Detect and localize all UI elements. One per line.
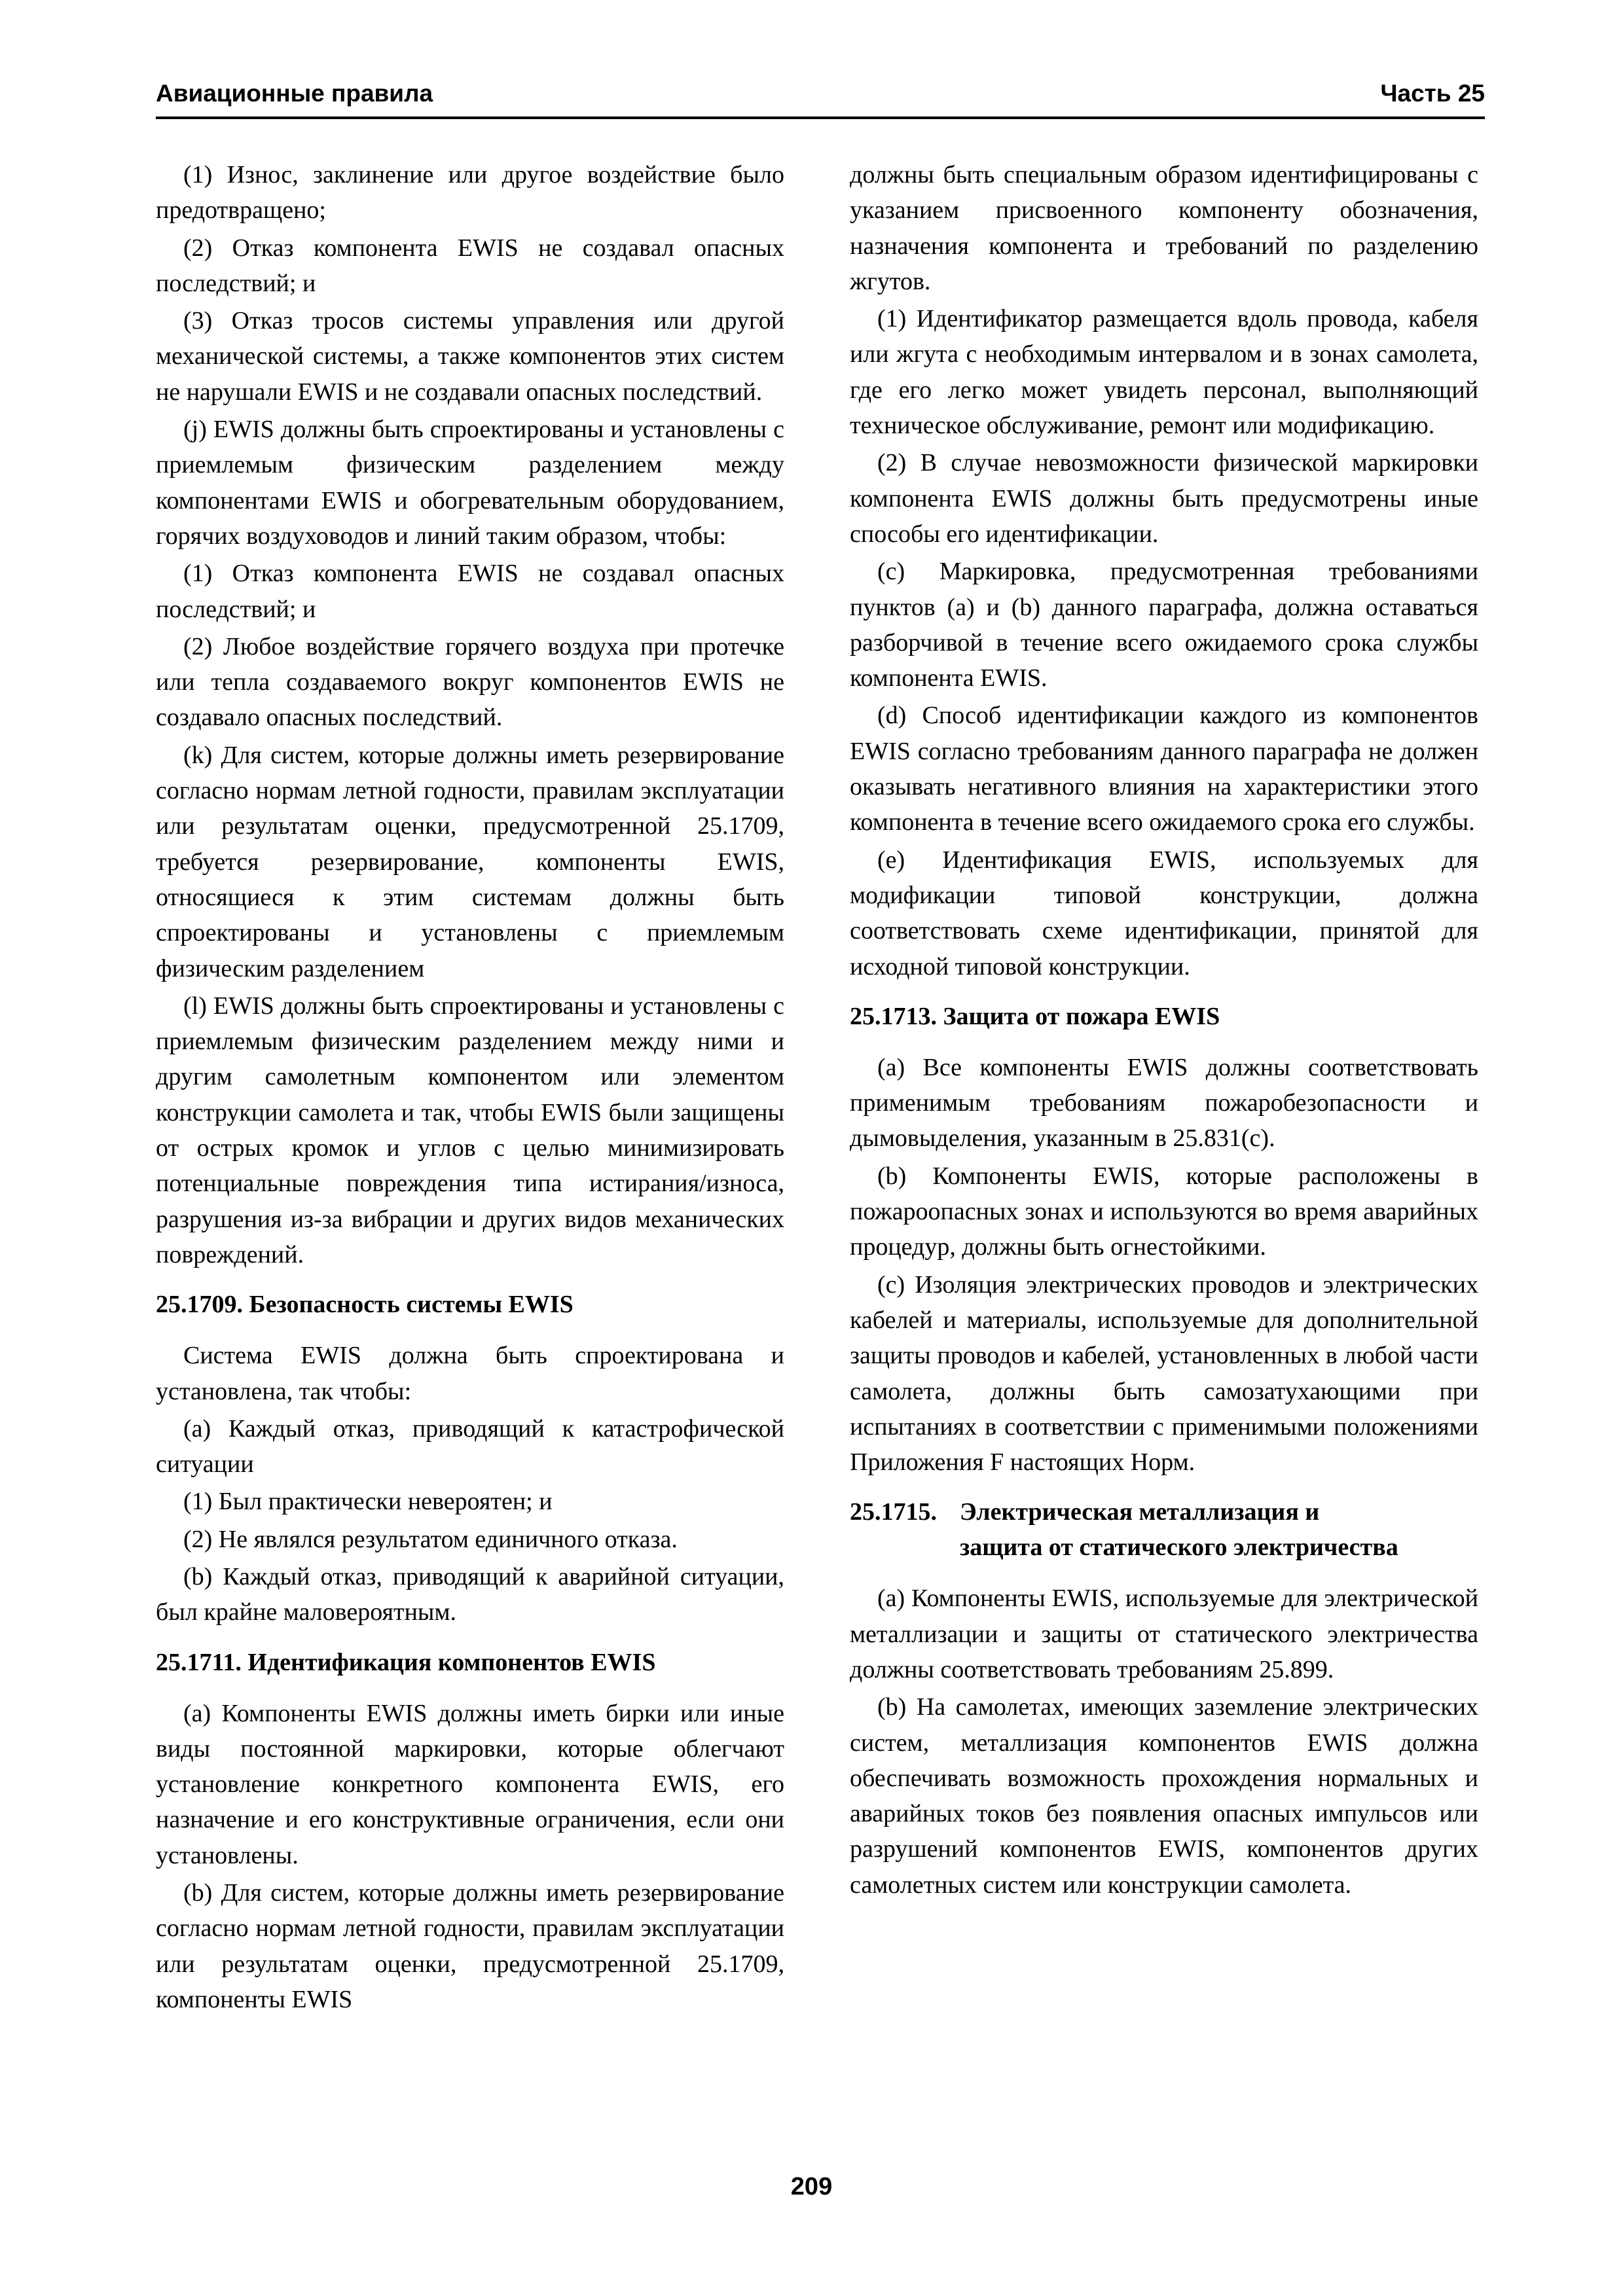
section-number: 25.1715. [850, 1498, 937, 1526]
paragraph: Система EWIS должна быть спроектирована и установлена, так чтобы: [156, 1342, 784, 1405]
section-title-line2: защита от статического электричества [960, 1534, 1398, 1562]
paragraph: (1) Идентификатор размещается вдоль провода, кабеля или жгута с необходимым интервалом и в зонах самолета, где его легко может увидеть персонал, выполняющий техническое обслуживание, ремонт или модификацию. [850, 305, 1478, 440]
paragraph: (1) Был практически невероятен; и [183, 1488, 553, 1516]
section-title-line1: Электрическая металлизация и [960, 1498, 1320, 1526]
page-number: 209 [790, 2173, 833, 2200]
paragraph: (d) Способ идентификации каждого из компонентов EWIS согласно требованиям данного параграфа не должен оказывать негативного влияния на характеристики этого компонента в течение всего ожидаемого срока его службы. [850, 702, 1478, 836]
section-heading-1713: 25.1713. Защита от пожара EWIS [850, 1002, 1220, 1030]
section-heading-1709: 25.1709. Безопасность системы EWIS [156, 1291, 574, 1319]
paragraph: должны быть специальным образом идентифицированы с указанием присвоенного компоненту обозначения, назначения компонента и требований по разделению жгутов. [850, 161, 1478, 295]
running-header [156, 80, 1485, 119]
header-part: Часть 25 [1380, 80, 1485, 107]
paragraph: (b) На самолетах, имеющих заземление электрических систем, металлизация компонентов EWIS должна обеспечивать возможность прохождения нормальных и аварийных токов без появления опасных импульсов или разрушений компонентов EWIS, компонентов других самолетных систем или конструкции самолета. [850, 1693, 1478, 1899]
paragraph: (2) Не являлся результатом единичного отказа. [183, 1525, 678, 1553]
paragraph: (е) Идентификация EWIS, используемых для модификации типовой конструкции, должна соответствовать схеме идентификации, принятой для исходной типовой конструкции. [850, 846, 1478, 980]
paragraph: (b) Каждый отказ, приводящий к аварийной ситуации, был крайне маловероятным. [156, 1562, 784, 1626]
paragraph: (3) Отказ тросов системы управления или другой механической системы, а также компонентов этих систем не нарушали EWIS и не создавали опасных последствий. [156, 307, 784, 406]
section-heading-1715 [850, 1494, 1478, 1565]
left-column [156, 157, 784, 2019]
paragraph: (2) В случае невозможности физической маркировки компонента EWIS должны быть предусмотрены иные способы его идентификации. [850, 449, 1478, 548]
paragraph: (2) Любое воздействие горячего воздуха при протечке или тепла создаваемого вокруг компонентов EWIS не создавало опасных последствий. [156, 632, 784, 732]
section-heading-1711: 25.1711. Идентификация компонентов EWIS [156, 1648, 656, 1676]
paragraph: (l) EWIS должны быть спроектированы и установлены с приемлемым физическим разделением между ними и другим самолетным компонентом или элементом конструкции самолета и так, чтобы EWIS были защищены от острых кромок и углов с целью минимизировать потенциальные повреждения типа истирания/износа, разрушения из-за вибрации и других видов механических повреждений. [156, 992, 784, 1268]
paragraph: (2) Отказ компонента EWIS не создавал опасных последствий; и [156, 234, 784, 297]
paragraph: (1) Отказ компонента EWIS не создавал опасных последствий; и [156, 560, 784, 623]
paragraph: (k) Для систем, которые должны иметь резервирование согласно нормам летной годности, правилам эксплуатации или результатам оценки, предусмотренной 25.1709, требуется резервирование, компоненты EWIS, относящиеся к этим системам должны быть спроектированы и установлены с приемлемым физическим разделением [156, 741, 784, 982]
paragraph: (с) Маркировка, предусмотренная требованиями пунктов (а) и (b) данного параграфа, должна оставаться разборчивой в течение всего ожидаемого срока службы компонента EWIS. [850, 558, 1478, 692]
paragraph: (а) Компоненты EWIS должны иметь бирки или иные виды постоянной маркировки, которые облегчают установление конкретного компонента EWIS, его назначение и его конструктивные ограничения, если они установлены. [156, 1699, 784, 1869]
paragraph: (j) EWIS должны быть спроектированы и установлены с приемлемым физическим разделением между компонентами EWIS и обогревательным оборудованием, горячих воздуховодов и линий таким образом, чтобы: [156, 416, 784, 550]
paragraph: (с) Изоляция электрических проводов и электрических кабелей и материалы, используемые для дополнительной защиты проводов и кабелей, установленных в любой части самолета, должны быть самозатухающими при испытаниях в соответствии с применимыми положениями Приложения F настоящих Норм. [850, 1270, 1478, 1477]
paragraph: (а) Все компоненты EWIS должны соответствовать применимым требованиям пожаробезопасности и дымовыделения, указанным в 25.831(с). [850, 1053, 1478, 1153]
paragraph: (а) Компоненты EWIS, используемые для электрической металлизации и защиты от статического электричества должны соответствовать требованиям 25.899. [850, 1585, 1478, 1683]
right-column [850, 157, 1478, 1905]
paragraph: (b) Для систем, которые должны иметь резервирование согласно нормам летной годности, правилам эксплуатации или результатам оценки, предусмотренной 25.1709, компоненты EWIS [156, 1879, 784, 2013]
paragraph: (1) Износ, заклинение или другое воздействие было предотвращено; [156, 161, 784, 224]
paragraph: (а) Каждый отказ, приводящий к катастрофической ситуации [156, 1414, 784, 1479]
header-title: Авиационные правила [156, 80, 433, 107]
paragraph: (b) Компоненты EWIS, которые расположены в пожароопасных зонах и используются во время аварийных процедур, должны быть огнестойкими. [850, 1162, 1478, 1261]
